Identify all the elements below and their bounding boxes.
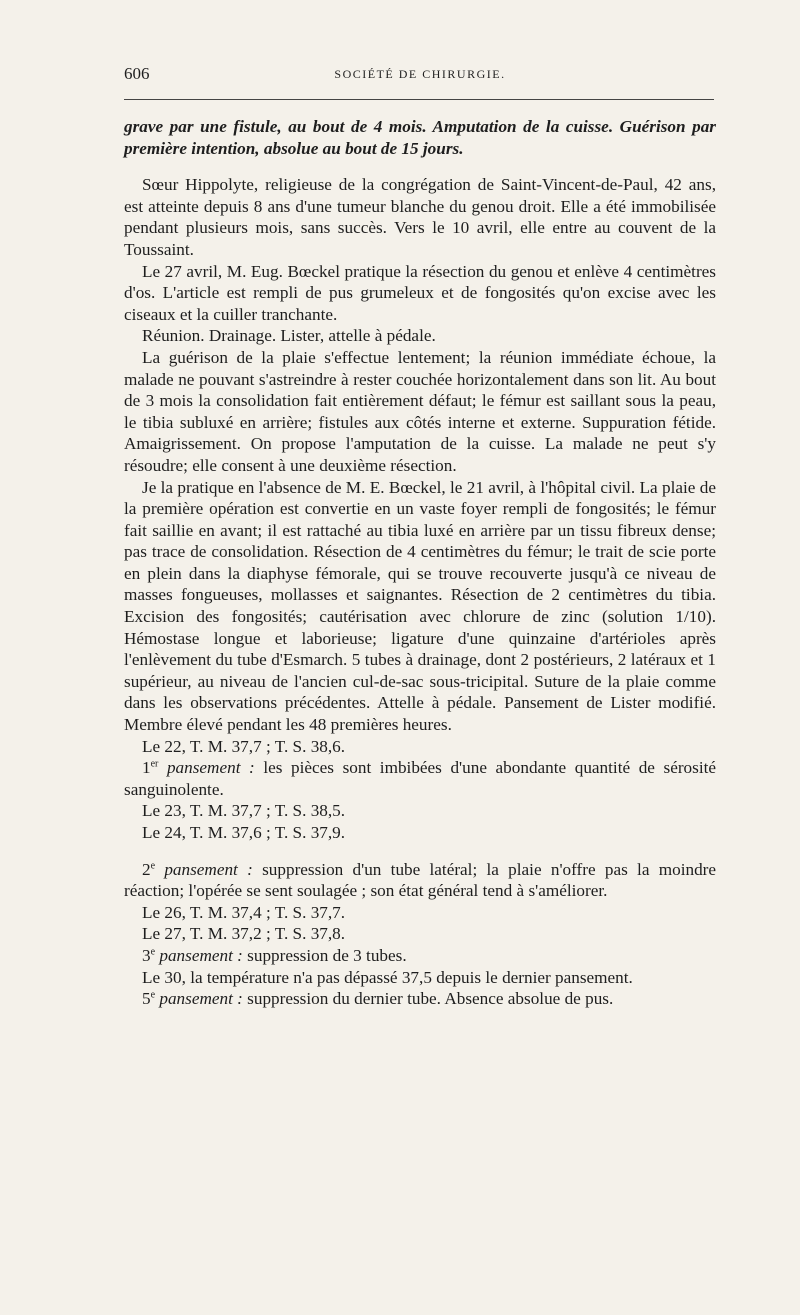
temperature-line: Le 24, T. M. 37,6 ; T. S. 37,9. [142, 823, 346, 842]
case-summary: grave par une fistule, au bout de 4 mois. Amputation de la cuisse. Guérison par première intention, absolue au bout de 15 jours. [124, 117, 716, 158]
dressing-number: 3 [142, 945, 151, 965]
temperature-line: Le 26, T. M. 37,4 ; T. S. 37,7. [142, 902, 346, 922]
article-body [124, 116, 716, 1010]
dressing-text: suppression d'un tube latéral; la plaie n'offre pas la moindre réaction; l'opérée se sent soulagée ; son état général tend à s'améliorer. [124, 859, 717, 901]
paragraph-patient: Sœur Hippolyte, religieuse de la congrégation de Saint-Vincent-de-Paul, 42 ans, est atteinte depuis 8 ans d'une tumeur blanche du genou droit. Elle a été immobilisée pendant plusieurs mois, sans succès. Vers le 10 avril, elle entre au couvent de la Toussaint. [124, 175, 716, 259]
page-number: 606 [124, 64, 150, 83]
dressing-text: les pièces sont imbibées d'une abondante quantité de sérosité sanguinolente. [124, 758, 717, 799]
paragraph-first-resection: Le 27 avril, M. Eug. Bœckel pratique la résection du genou et enlève 4 centimètres d'os. L'article est rempli de pus grumeleux et de fongosités qu'on excise avec les ciseaux et la cuiller tranchante. [124, 261, 716, 324]
dressing-number: 5 [142, 989, 151, 1009]
dressing-note-3 [124, 945, 716, 967]
header-rule [124, 99, 714, 100]
paragraph-treatment: Réunion. Drainage. Lister, attelle à pédale. [142, 326, 436, 346]
dressing-text: suppression du dernier tube. Absence absolue de pus. [242, 989, 614, 1009]
dressing-note-5 [124, 988, 716, 1010]
paragraph-evolution: La guérison de la plaie s'effectue lentement; la réunion immédiate échoue, la malade ne pouvant s'astreindre à rester couchée horizontalement dans son lit. Au bout de 3 mois la consolidation fait entièrement défaut; le fémur est saillant sous la peau, le tibia subluxé en arrière; fistules aux côtés interne et externe. Suppuration fétide. Amaigrissement. On propose l'amputation de la cuisse. La malade ne peut s'y résoudre; elle consent à une deuxième résection. [124, 347, 716, 475]
dressing-text: suppression de 3 tubes. [242, 945, 407, 965]
page-header [124, 64, 716, 92]
ordinal-suffix: e [150, 859, 156, 871]
running-head: SOCIÉTÉ DE CHIRURGIE. [334, 67, 506, 81]
paragraph-second-resection: Je la pratique en l'absence de M. E. Bœckel, le 21 avril, à l'hôpital civil. La plaie de la première opération est convertie en un vaste foyer rempli de fongosités; le fémur fait saillie en avant; il est rattaché au tibia luxé en arrière par un tissu fibreux dense; pas trace de consolidation. Résection de 4 centimètres du fémur; le trait de scie porte en plein dans la diaphyse fémorale, qui se trouve recouverte jusqu'à ce niveau de masses fongueuses, mollasses et saignantes. Résection de 2 centimètres du tibia. Excision des fongosités; cautérisation avec chlorure de zinc (solution 1/10). Hémostase longue et laborieuse; ligature d'une quinzaine d'artérioles après l'enlèvement du tube d'Esmarch. 5 tubes à drainage, dont 2 postérieurs, 2 latéraux et 1 supérieur, au niveau de l'ancien cul-de-sac sous-tricipital. Suture de la plaie comme dans les observations précédentes. Attelle à pédale. Pansement de Lister modifié. Membre élevé pendant les 48 premières heures. [124, 477, 716, 735]
ordinal-suffix: e [150, 946, 156, 958]
dressing-number: 1 [142, 758, 151, 778]
ordinal-suffix: e [150, 989, 156, 1001]
temperature-line: Le 22, T. M. 37,7 ; T. S. 38,6. [142, 736, 346, 756]
paragraph-temperature-30: Le 30, la température n'a pas dépassé 37,5 depuis le dernier pansement. [142, 967, 633, 987]
dressing-number: 2 [142, 859, 151, 879]
temperature-line: Le 27, T. M. 37,2 ; T. S. 37,8. [142, 924, 346, 944]
temperature-line: Le 23, T. M. 37,7 ; T. S. 38,5. [142, 801, 346, 821]
dressing-note-1 [124, 757, 716, 800]
dressing-note-2 [124, 859, 716, 902]
dressing-label: pansement : [158, 758, 255, 778]
ordinal-suffix: er [150, 758, 159, 770]
dressing-label: pansement : [155, 945, 243, 965]
dressing-label: pansement : [155, 989, 243, 1009]
dressing-label: pansement : [155, 859, 253, 879]
